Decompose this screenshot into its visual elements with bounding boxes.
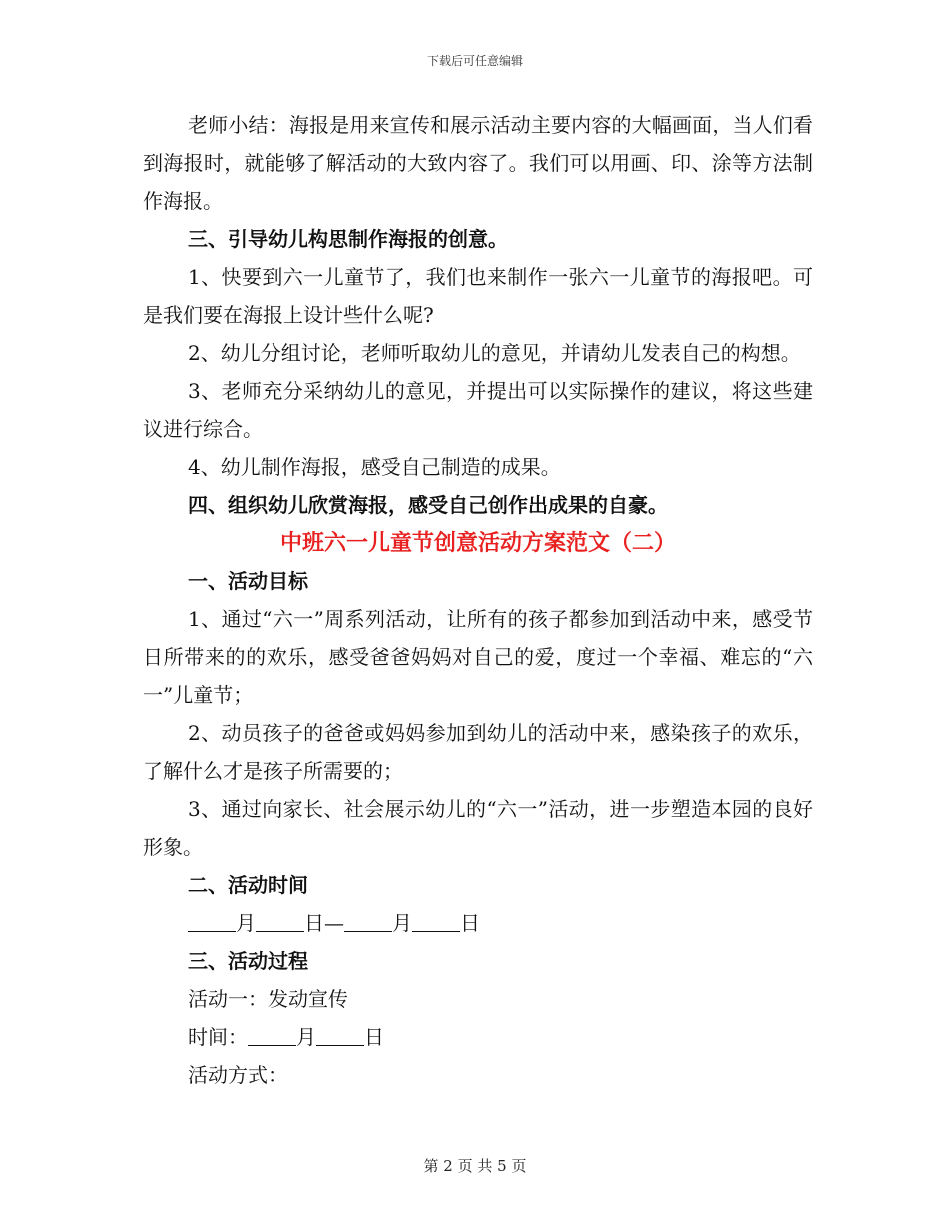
- day-label: 日: [304, 911, 324, 935]
- section-heading-4: 四、组织幼儿欣赏海报，感受自己创作出成果的自豪。: [188, 493, 668, 517]
- list-item: 3、通过向家长、社会展示幼儿的“六一”活动，进一步塑造本园的良好形象。: [143, 797, 813, 859]
- document-body: [143, 106, 813, 1094]
- list-item: 4、幼儿制作海报，感受自己制造的成果。: [188, 455, 561, 479]
- activity-time-line: [143, 1018, 813, 1056]
- goals-heading: 一、活动目标: [188, 569, 308, 593]
- day-label: 日: [364, 1025, 384, 1049]
- page-header: 下载后可任意编辑: [426, 54, 523, 68]
- blank-field: [248, 1025, 296, 1046]
- document-title: 中班六一儿童节创意活动方案范文（二）: [279, 530, 676, 556]
- list-item: 1、快要到六一儿童节了，我们也来制作一张六一儿童节的海报吧。可是我们要在海报上设计些什么呢?: [143, 265, 813, 327]
- list-item: 2、幼儿分组讨论，老师听取幼儿的意见，并请幼儿发表自己的构想。: [188, 341, 801, 365]
- list-item: 1、通过“六一”周系列活动，让所有的孩子都参加到活动中来，感受节日所带来的的欢乐，感受爸爸妈妈对自己的爱，度过一个幸福、难忘的“六一”儿童节；: [143, 607, 813, 707]
- time-label: 时间：: [188, 1025, 248, 1049]
- time-heading: 二、活动时间: [188, 873, 308, 897]
- day-label: 日: [460, 911, 480, 935]
- month-label: 月: [236, 911, 256, 935]
- blank-field: [412, 911, 460, 932]
- dash-separator: —: [324, 911, 344, 935]
- activity-one-line: 活动一：发动宣传: [188, 987, 348, 1011]
- section-heading-3: 三、引导幼儿构思制作海报的创意。: [188, 227, 508, 251]
- page-footer: 第 2 页 共 5 页: [423, 1157, 527, 1175]
- blank-field: [256, 911, 304, 932]
- blank-field: [316, 1025, 364, 1046]
- activity-method-line: 活动方式：: [188, 1063, 288, 1087]
- blank-field: [188, 911, 236, 932]
- date-range-line: [143, 904, 813, 942]
- list-item: 3、老师充分采纳幼儿的意见，并提出可以实际操作的建议，将这些建议进行综合。: [143, 379, 813, 441]
- process-heading: 三、活动过程: [188, 949, 308, 973]
- month-label: 月: [296, 1025, 316, 1049]
- month-label: 月: [392, 911, 412, 935]
- list-item: 2、动员孩子的爸爸或妈妈参加到幼儿的活动中来，感染孩子的欢乐，了解什么才是孩子所需要的；: [143, 721, 813, 783]
- blank-field: [344, 911, 392, 932]
- teacher-summary-paragraph: 老师小结：海报是用来宣传和展示活动主要内容的大幅画面，当人们看到海报时，就能够了解活动的大致内容了。我们可以用画、印、涂等方法制作海报。: [143, 113, 813, 213]
